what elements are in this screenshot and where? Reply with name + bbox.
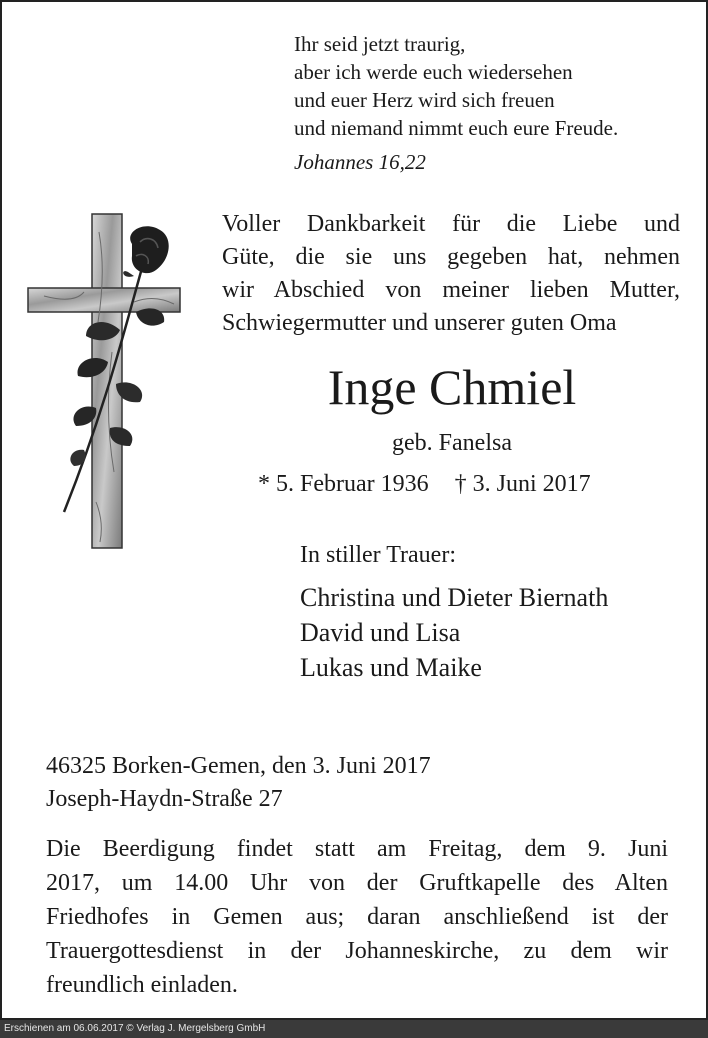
verse-reference: Johannes 16,22	[294, 150, 426, 174]
mourner-name: Christina und Dieter Biernath	[300, 583, 609, 612]
birth-date: * 5. Februar 1936	[258, 471, 429, 497]
verse-line: Ihr seid jetzt traurig,	[294, 32, 466, 56]
life-dates	[258, 471, 591, 498]
cross-with-rose-icon	[24, 212, 190, 552]
deceased-name: Inge Chmiel	[327, 359, 577, 415]
verse-line: und niemand nimmt euch eure Freude.	[294, 116, 619, 140]
intro-line: Voller Dankbarkeit für die Liebe und	[222, 211, 680, 237]
funeral-info	[46, 832, 668, 1002]
mourning-heading: In stiller Trauer:	[300, 542, 456, 568]
maiden-name: geb. Fanelsa	[392, 430, 512, 456]
intro-line: Güte, die sie uns gegeben hat, nehmen	[222, 244, 680, 270]
intro-line: wir Abschied von meiner lieben Mutter,	[222, 277, 680, 303]
street-address: Joseph-Haydn-Straße 27	[46, 786, 283, 812]
place-date: 46325 Borken-Gemen, den 3. Juni 2017	[46, 753, 431, 779]
funeral-line: Friedhofes in Gemen aus; daran anschließend ist der	[46, 904, 668, 930]
mourners-list	[300, 580, 608, 685]
mourner-name: David und Lisa	[300, 618, 461, 647]
funeral-line: Die Beerdigung findet statt am Freitag, dem 9. Juni	[46, 836, 668, 862]
place-and-address	[46, 750, 431, 816]
verse-line: aber ich werde euch wiedersehen	[294, 60, 573, 84]
mourner-name: Lukas und Maike	[300, 653, 482, 682]
verse-line: und euer Herz wird sich freuen	[294, 88, 555, 112]
bible-verse	[294, 30, 618, 142]
funeral-line: Trauergottesdienst in der Johanneskirche, zu dem wir	[46, 938, 668, 964]
intro-text	[222, 208, 680, 340]
funeral-line: freundlich einladen.	[46, 972, 238, 998]
funeral-line: 2017, um 14.00 Uhr von der Gruftkapelle des Alten	[46, 870, 668, 896]
death-date: † 3. Juni 2017	[454, 471, 591, 497]
intro-line: Schwiegermutter und unserer guten Oma	[222, 310, 617, 336]
publication-footer: Erschienen am 06.06.2017 © Verlag J. Mergelsberg GmbH	[0, 1020, 708, 1038]
